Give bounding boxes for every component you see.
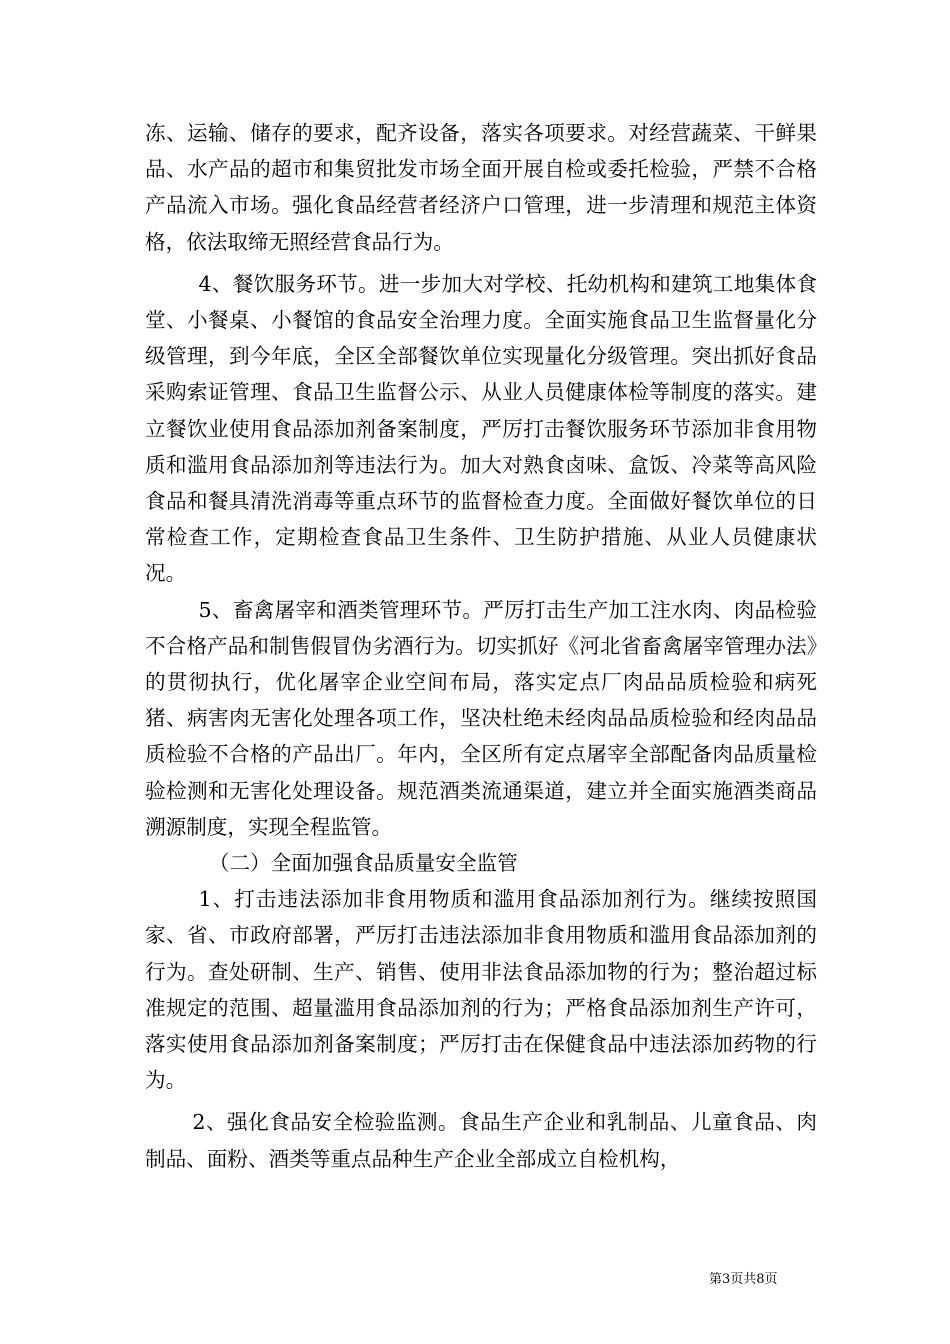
paragraph-inspection: 2、强化食品安全检验监测。食品生产企业和乳制品、儿童食品、肉制品、面粉、酒类等重点品种生产企业全部成立自检机构， <box>145 1110 817 1171</box>
paragraph-slaughter-liquor: 5、畜禽屠宰和酒类管理环节。严厉打击生产加工注水肉、肉品检验不合格产品和制售假冒伪劣酒行为。切实抓好《河北省畜禽屠宰管理办法》的贯彻执行，优化屠宰企业空间布局，落实定点厂肉品品质检验和病死猪、病害肉无害化处理各项工作，坚决杜绝未经肉品品质检验和经肉品品质检验不合格的产品出厂。年内，全区所有定点屠宰全部配备肉品质量检验检测和无害化处理设备。规范酒类流通渠道，建立并全面实施酒类商品溯源制度，实现全程监管。 <box>145 597 817 839</box>
document-body <box>145 115 817 1177</box>
section-heading: （二）全面加强食品质量安全监管 <box>208 851 518 876</box>
paragraph-catering: 4、餐饮服务环节。进一步加大对学校、托幼机构和建筑工地集体食堂、小餐桌、小餐馆的食品安全治理力度。全面实施食品卫生监督量化分级管理，到今年底，全区全部餐饮单位实现量化分级管理。突出抓好食品采购索证管理、食品卫生监督公示、从业人员健康体检等制度的落实。建立餐饮业使用食品添加剂备案制度，严厉打击餐饮服务环节添加非食用物质和滥用食品添加剂等违法行为。加大对熟食卤味、盒饭、冷菜等高风险食品和餐具清洗消毒等重点环节的监督检查力度。全面做好餐饮单位的日常检查工作，定期检查食品卫生条件、卫生防护措施、从业人员健康状况。 <box>145 271 817 586</box>
page-number: 第3页共8页 <box>709 1272 778 1287</box>
paragraph-additives: 1、打击违法添加非食用物质和滥用食品添加剂行为。继续按照国家、省、市政府部署，严厉打击违法添加非食用物质和滥用食品添加剂的行为。查处研制、生产、销售、使用非法食品添加物的行为；整治超过标准规定的范围、超量滥用食品添加剂的行为；严格食品添加剂生产许可，落实使用食品添加剂备案制度；严厉打击在保健食品中违法添加药物的行为。 <box>145 887 817 1093</box>
paragraph-continuation: 冻、运输、储存的要求，配齐设备，落实各项要求。对经营蔬菜、干鲜果品、水产品的超市和集贸批发市场全面开展自检或委托检验，严禁不合格产品流入市场。强化食品经营者经济户口管理，进一步清理和规范主体资格，依法取缔无照经营食品行为。 <box>145 121 817 254</box>
